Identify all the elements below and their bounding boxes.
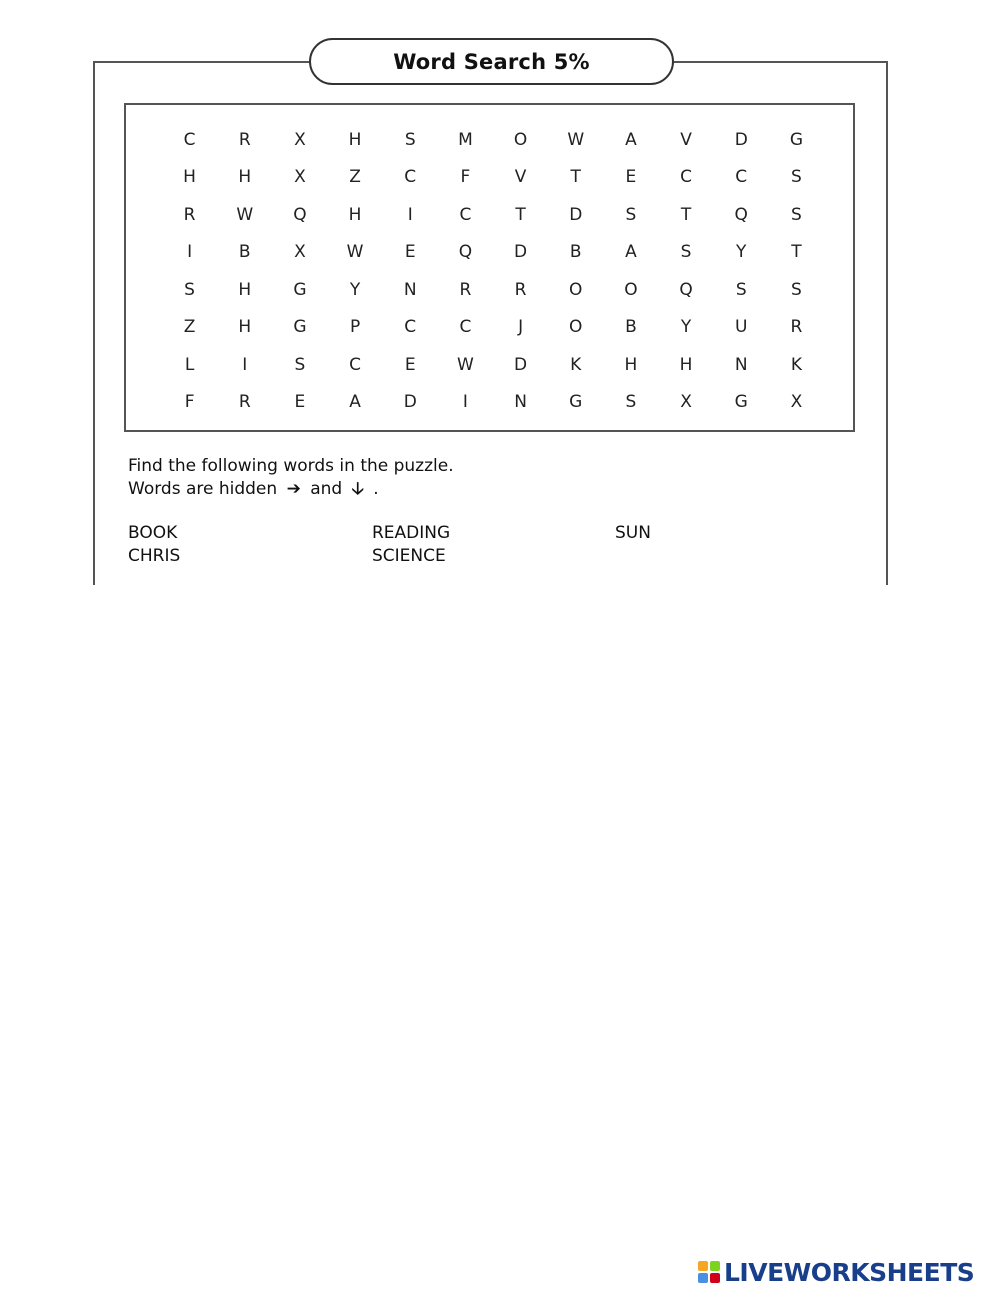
grid-letter: X	[790, 392, 803, 413]
grid-letter: O	[624, 279, 638, 300]
grid-letter: Q	[293, 204, 307, 225]
grid-letter: I	[187, 242, 193, 263]
grid-letter: D	[403, 392, 417, 413]
grid-letter: A	[349, 392, 361, 413]
grid-letter: K	[570, 354, 582, 375]
grid-letter: T	[515, 204, 526, 225]
letter-grid	[162, 121, 824, 421]
instructions	[128, 455, 454, 501]
grid-letter: W	[567, 129, 585, 150]
grid-letter: Z	[183, 317, 196, 338]
grid-letter: Z	[349, 167, 361, 188]
grid-letter: T	[570, 167, 581, 188]
grid-letter: A	[625, 242, 637, 263]
grid-letter: G	[569, 392, 583, 413]
instruction-line-2	[128, 478, 454, 501]
grid-letter: T	[791, 242, 802, 263]
grid-letter: M	[458, 129, 473, 150]
grid-letter: B	[569, 242, 582, 263]
grid-letter: S	[791, 204, 802, 225]
grid-letter: Y	[680, 317, 692, 338]
arrow-down-icon: 🡣	[351, 479, 364, 499]
grid-letter: S	[625, 204, 637, 225]
grid-letter: U	[735, 317, 748, 338]
logo-square	[698, 1273, 708, 1283]
grid-letter: C	[459, 317, 472, 338]
grid-letter: R	[790, 317, 803, 338]
grid-letter: C	[459, 204, 472, 225]
grid-letter: G	[293, 279, 307, 300]
grid-letter: F	[184, 392, 195, 413]
instruction-line-1: Find the following words in the puzzle.	[128, 456, 454, 476]
grid-letter: Y	[349, 279, 361, 300]
grid-letter: S	[184, 279, 195, 300]
grid-letter: H	[238, 317, 252, 338]
grid-letter: O	[569, 279, 583, 300]
grid-letter: E	[404, 242, 416, 263]
grid-letter: W	[457, 354, 474, 375]
grid-letter: H	[679, 354, 693, 375]
grid-letter: B	[238, 242, 251, 263]
grid-letter: W	[346, 242, 364, 263]
grid-letter: B	[625, 317, 637, 338]
grid-letter: R	[238, 129, 251, 150]
grid-letter: I	[462, 392, 468, 413]
logo-square	[710, 1273, 720, 1283]
grid-letter: Q	[679, 279, 693, 300]
grid-letter: R	[459, 279, 472, 300]
word-list	[128, 523, 728, 573]
grid-letter: F	[460, 167, 471, 188]
grid-letter: S	[404, 129, 416, 150]
word-item: BOOK	[128, 523, 178, 543]
grid-letter: P	[349, 317, 361, 338]
grid-letter: H	[238, 167, 252, 188]
instruction-prefix: Words are hidden	[128, 479, 278, 499]
grid-letter: X	[294, 129, 306, 150]
grid-letter: H	[348, 204, 362, 225]
logo-text: LIVEWORKSHEETS	[724, 1257, 975, 1287]
logo-icon	[698, 1261, 720, 1283]
word-item: CHRIS	[128, 546, 181, 566]
grid-letter: C	[680, 167, 693, 188]
grid-letter: R	[238, 392, 251, 413]
grid-letter: S	[625, 392, 637, 413]
grid-letter: H	[348, 129, 362, 150]
grid-letter: V	[514, 167, 527, 188]
grid-letter: J	[518, 317, 524, 338]
grid-letter: I	[407, 204, 413, 225]
word-item: SCIENCE	[372, 546, 446, 566]
grid-letter: D	[569, 204, 583, 225]
grid-letter: N	[734, 354, 748, 375]
grid-letter: E	[625, 167, 637, 188]
grid-letter: A	[625, 129, 637, 150]
grid-letter: S	[735, 279, 747, 300]
grid-letter: E	[294, 392, 306, 413]
grid-letter: C	[349, 354, 362, 375]
grid-letter: E	[404, 354, 416, 375]
instruction-suffix: .	[373, 479, 379, 499]
grid-letter: X	[294, 167, 306, 188]
logo-square	[698, 1261, 708, 1271]
grid-letter: C	[404, 317, 417, 338]
worksheet-title: Word Search 5%	[309, 38, 674, 85]
grid-letter: L	[184, 354, 195, 375]
grid-letter: H	[238, 279, 252, 300]
grid-letter: D	[514, 354, 528, 375]
grid-letter: R	[514, 279, 527, 300]
grid-letter: O	[513, 129, 528, 150]
instruction-and: and	[310, 479, 343, 499]
grid-letter: D	[514, 242, 528, 263]
grid-letter: X	[294, 242, 306, 263]
grid-letter: V	[680, 129, 692, 150]
grid-letter: G	[293, 317, 307, 338]
liveworksheets-logo	[698, 1257, 974, 1287]
grid-letter: K	[790, 354, 802, 375]
grid-letter: X	[680, 392, 692, 413]
grid-letter: I	[242, 354, 248, 375]
grid-letter: W	[236, 204, 254, 225]
logo-square	[710, 1261, 720, 1271]
arrow-right-icon: ➔	[286, 479, 301, 499]
grid-letter: N	[403, 279, 417, 300]
grid-letter: G	[734, 392, 748, 413]
grid-letter: T	[680, 204, 692, 225]
grid-letter: D	[734, 129, 748, 150]
grid-letter: C	[183, 129, 196, 150]
word-item: READING	[372, 523, 451, 543]
grid-letter: S	[791, 167, 802, 188]
grid-letter: C	[404, 167, 417, 188]
grid-letter: N	[514, 392, 527, 413]
grid-letter: R	[183, 204, 196, 225]
grid-letter: O	[569, 317, 583, 338]
grid-letter: H	[183, 167, 196, 188]
grid-letter: G	[789, 129, 803, 150]
grid-letter: C	[735, 167, 748, 188]
grid-letter: S	[294, 354, 306, 375]
word-item: SUN	[615, 523, 651, 543]
grid-letter: Q	[458, 242, 473, 263]
grid-letter: Q	[734, 204, 748, 225]
grid-letter: S	[791, 279, 802, 300]
grid-letter: S	[680, 242, 692, 263]
grid-letter: Y	[736, 242, 747, 263]
grid-letter: H	[624, 354, 638, 375]
